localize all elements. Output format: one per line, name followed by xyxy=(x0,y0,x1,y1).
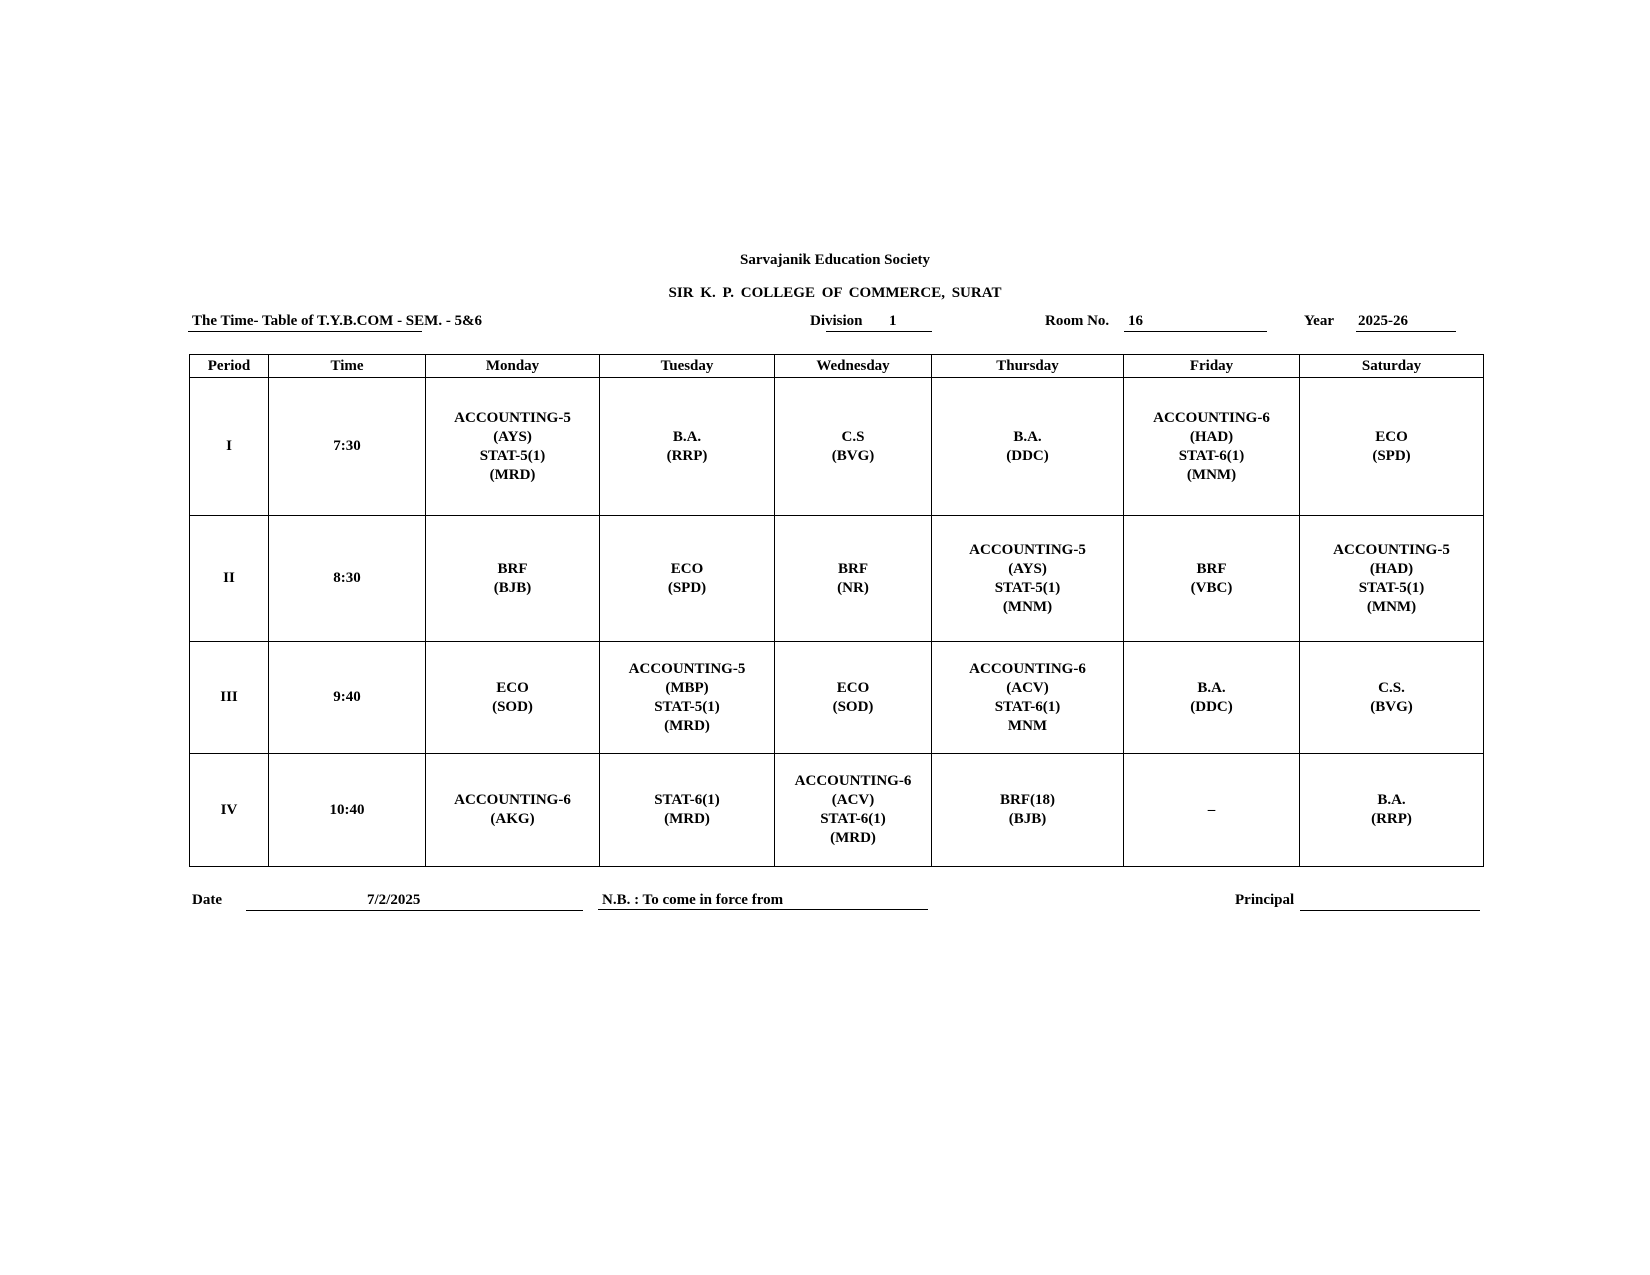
timetable-title xyxy=(192,313,482,330)
class-cell-line: STAT-6(1) xyxy=(654,792,720,808)
nb-note: N.B. : To come in force from xyxy=(602,892,784,908)
college-name: SIR K. P. COLLEGE OF COMMERCE, SURAT xyxy=(668,285,1002,301)
class-cell-saturday xyxy=(1300,754,1484,867)
class-cell-monday xyxy=(426,378,600,516)
class-cell-line: B.A. xyxy=(1013,428,1042,445)
class-cell-line: B.A. xyxy=(1197,679,1226,696)
principal-label: Principal xyxy=(1235,892,1295,908)
period-cell: II xyxy=(190,516,269,642)
col-header-wednesday: Wednesday xyxy=(775,355,932,378)
class-cell-line: (NR) xyxy=(837,579,869,596)
class-cell-line: ACCOUNTING-6 xyxy=(969,660,1086,677)
class-cell-line: (HAD) xyxy=(1189,428,1234,445)
society-name: Sarvajanik Education Society xyxy=(739,252,931,268)
class-cell-monday xyxy=(426,754,600,867)
class-cell-tuesday xyxy=(600,642,775,754)
class-cell-line: STAT-5(1) xyxy=(1358,579,1425,596)
period-cell: IV xyxy=(190,754,269,867)
time-cell: 8:30 xyxy=(269,516,426,642)
class-cell-line: B.A. xyxy=(672,428,702,445)
class-cell-saturday xyxy=(1300,378,1484,516)
class-cell-line: ECO xyxy=(670,560,704,577)
class-cell-friday xyxy=(1124,516,1300,642)
timetable xyxy=(189,354,1484,867)
class-cell-line: STAT-6(1) xyxy=(820,811,886,827)
col-header-period: Period xyxy=(190,355,269,378)
class-cell-line: C.S xyxy=(841,428,865,445)
class-cell-thursday xyxy=(932,642,1124,754)
class-cell-line: STAT-6(1) xyxy=(1178,447,1245,464)
class-cell-wednesday xyxy=(775,754,932,867)
class-cell-saturday xyxy=(1300,516,1484,642)
date-underline xyxy=(246,910,583,911)
class-cell-friday xyxy=(1124,754,1300,867)
class-cell-wednesday xyxy=(775,642,932,754)
class-cell-thursday xyxy=(932,378,1124,516)
class-cell-line: (HAD) xyxy=(1369,560,1414,577)
year-value: 2025-26 xyxy=(1358,313,1408,329)
class-cell-line: STAT-6(1) xyxy=(994,698,1061,715)
class-cell-tuesday xyxy=(600,754,775,867)
timetable-prefix: The Time- Table of xyxy=(192,313,318,329)
class-cell-line: (DDC) xyxy=(1190,698,1233,715)
class-cell-line: (AYS) xyxy=(1008,560,1047,577)
class-cell-line: (BVG) xyxy=(831,447,875,464)
table-row xyxy=(190,642,1484,754)
period-cell: III xyxy=(190,642,269,754)
class-cell-line: (DDC) xyxy=(1006,447,1049,464)
class-cell-line: (SOD) xyxy=(832,698,874,715)
class-cell-line: ACCOUNTING-5 xyxy=(1333,541,1450,558)
class-cell-line: (MRD) xyxy=(489,466,536,483)
class-cell-line: (AYS) xyxy=(493,428,532,445)
class-cell-tuesday xyxy=(600,378,775,516)
class-cell-line: BRF xyxy=(838,560,868,577)
class-cell-line: ACCOUNTING-6 xyxy=(1153,409,1270,426)
class-cell-friday xyxy=(1124,642,1300,754)
class-cell-line: – xyxy=(1207,801,1216,818)
class-cell-line: MNM xyxy=(1007,717,1048,734)
time-cell: 9:40 xyxy=(269,642,426,754)
room-underline xyxy=(1124,331,1267,332)
class-cell-line: (SPD) xyxy=(667,579,707,596)
division-value: 1 xyxy=(889,313,897,329)
col-header-saturday: Saturday xyxy=(1300,355,1484,378)
date-value: 7/2/2025 xyxy=(367,892,421,908)
class-cell-line: (RRP) xyxy=(1371,811,1412,827)
class-cell-line: ACCOUNTING-5 xyxy=(454,409,571,426)
class-cell-wednesday xyxy=(775,378,932,516)
class-cell-line: STAT-5(1) xyxy=(994,579,1061,596)
class-cell-line: ECO xyxy=(496,679,529,696)
year-label: Year xyxy=(1304,313,1334,329)
room-label: Room No. xyxy=(1045,313,1110,329)
period-cell: I xyxy=(190,378,269,516)
header-row xyxy=(190,355,1484,378)
class-cell-tuesday xyxy=(600,516,775,642)
class-cell-line: (MNM) xyxy=(1002,598,1053,615)
class-cell-line: (VBC) xyxy=(1190,579,1233,596)
class-cell-friday xyxy=(1124,378,1300,516)
division-label: Division xyxy=(810,313,863,329)
class-cell-line: (MRD) xyxy=(664,717,710,734)
semester-label: - SEM. - 5&6 xyxy=(393,313,483,329)
class-cell-line: (BVG) xyxy=(1370,698,1413,715)
course-name: T.Y.B.COM xyxy=(317,313,394,329)
class-cell-line: (MBP) xyxy=(665,679,709,696)
class-cell-line: (ACV) xyxy=(831,792,875,808)
year-underline xyxy=(1356,331,1456,332)
class-cell-line: STAT-5(1) xyxy=(479,447,546,464)
class-cell-line: (SOD) xyxy=(492,698,533,715)
date-label: Date xyxy=(192,892,222,908)
col-header-time: Time xyxy=(269,355,426,378)
class-cell-line: (BJB) xyxy=(493,579,532,596)
class-cell-line: BRF xyxy=(497,560,528,577)
class-cell-thursday xyxy=(932,516,1124,642)
class-cell-line: BRF xyxy=(1196,560,1227,577)
table-row xyxy=(190,378,1484,516)
table-row xyxy=(190,516,1484,642)
principal-signature-line xyxy=(1300,910,1480,911)
col-header-friday: Friday xyxy=(1124,355,1300,378)
class-cell-line: (SPD) xyxy=(1372,447,1411,464)
nb-underline xyxy=(598,909,928,910)
timetable-body xyxy=(190,378,1484,867)
class-cell-line: ACCOUNTING-5 xyxy=(628,660,746,677)
class-cell-monday xyxy=(426,516,600,642)
col-header-monday: Monday xyxy=(426,355,600,378)
division-underline xyxy=(826,331,932,332)
class-cell-wednesday xyxy=(775,516,932,642)
class-cell-line: (MNM) xyxy=(1186,466,1237,483)
class-cell-line: ACCOUNTING-6 xyxy=(794,773,912,789)
time-cell: 10:40 xyxy=(269,754,426,867)
class-cell-line: ECO xyxy=(836,679,870,696)
room-value: 16 xyxy=(1128,313,1143,329)
class-cell-line: (MRD) xyxy=(830,830,876,846)
class-cell-thursday xyxy=(932,754,1124,867)
class-cell-line: BRF(18) xyxy=(1000,792,1055,808)
class-cell-line: ECO xyxy=(1375,428,1408,445)
class-cell-line: ACCOUNTING-6 xyxy=(454,792,571,808)
class-cell-line: ACCOUNTING-5 xyxy=(969,541,1086,558)
title-underline xyxy=(188,331,422,332)
class-cell-line: (RRP) xyxy=(666,447,708,464)
class-cell-line: (BJB) xyxy=(1008,811,1047,827)
class-cell-line: (MRD) xyxy=(664,811,710,827)
col-header-tuesday: Tuesday xyxy=(600,355,775,378)
class-cell-line: (AKG) xyxy=(490,811,535,827)
table-row xyxy=(190,754,1484,867)
class-cell-line: C.S. xyxy=(1378,679,1405,696)
class-cell-line: (ACV) xyxy=(1006,679,1049,696)
time-cell: 7:30 xyxy=(269,378,426,516)
class-cell-line: B.A. xyxy=(1377,792,1406,808)
class-cell-monday xyxy=(426,642,600,754)
class-cell-saturday xyxy=(1300,642,1484,754)
class-cell-line: (MNM) xyxy=(1366,598,1417,615)
col-header-thursday: Thursday xyxy=(932,355,1124,378)
class-cell-line: STAT-5(1) xyxy=(654,698,720,715)
